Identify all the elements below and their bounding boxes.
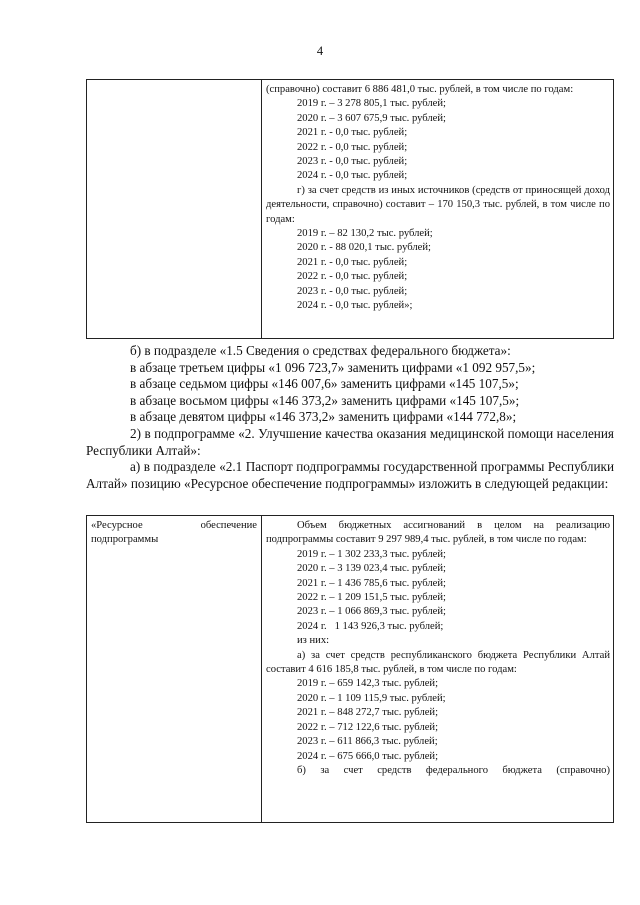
label-word: обеспечение bbox=[200, 520, 257, 531]
year-line: 2022 г. – 712 122,6 тыс. рублей; bbox=[297, 721, 439, 733]
other-sources-text: г) за счет средств из иных источников (средств от приносящей доход деятельности, справочно) составит – 170 150,3 тыс. рублей, в том числе по годам: bbox=[266, 184, 610, 225]
year-line: 2022 г. - 0,0 тыс. рублей; bbox=[297, 271, 408, 283]
year-line: 2024 г. - 0,0 тыс. рублей; bbox=[297, 170, 408, 182]
year-line: 2022 г. - 0,0 тыс. рублей; bbox=[297, 141, 408, 153]
label-word: подпрограммы bbox=[91, 534, 159, 546]
year-line: 2021 г. – 848 272,7 тыс. рублей; bbox=[297, 707, 439, 719]
table-left-cell bbox=[87, 80, 262, 338]
amendment-text bbox=[86, 343, 614, 492]
table-left-cell bbox=[87, 516, 262, 822]
year-line: 2024 г. – 675 666,0 тыс. рублей; bbox=[297, 750, 439, 762]
year-line: 2020 г. – 1 109 115,9 тыс. рублей; bbox=[297, 692, 446, 704]
paragraph: в абзаце седьмом цифры «146 007,6» заменить цифрами «145 107,5»; bbox=[130, 376, 519, 392]
year-line: 2022 г. – 1 209 151,5 тыс. рублей; bbox=[297, 592, 446, 604]
position-label bbox=[91, 519, 257, 548]
year-line: 2020 г. - 88 020,1 тыс. рублей; bbox=[297, 242, 431, 254]
year-line: 2019 г. – 82 130,2 тыс. рублей; bbox=[297, 228, 433, 240]
year-line: 2023 г. - 0,0 тыс. рублей; bbox=[297, 156, 408, 168]
year-line: 2019 г. – 659 142,3 тыс. рублей; bbox=[297, 678, 439, 690]
resource-table-continuation bbox=[86, 79, 614, 339]
year-line: 2024 г. - 0,0 тыс. рублей»; bbox=[297, 300, 413, 312]
year-line: 2023 г. – 611 866,3 тыс. рублей; bbox=[297, 736, 438, 748]
year-line: 2021 г. – 1 436 785,6 тыс. рублей; bbox=[297, 577, 446, 589]
paragraph: б) в подразделе «1.5 Сведения о средствах федерального бюджета»: bbox=[130, 343, 511, 358]
year-line: 2021 г. - 0,0 тыс. рублей; bbox=[297, 127, 408, 139]
table-right-cell bbox=[262, 516, 613, 822]
year-line: 2023 г. – 1 066 869,3 тыс. рублей; bbox=[297, 606, 446, 618]
year-line: 2023 г. - 0,0 тыс. рублей; bbox=[297, 285, 408, 297]
year-line: 2020 г. – 3 139 023,4 тыс. рублей; bbox=[297, 563, 446, 575]
paragraph: в абзаце девятом цифры «146 373,2» заменить цифрами «144 772,8»; bbox=[130, 409, 517, 425]
paragraph: 2) в подпрограмме «2. Улучшение качества оказания медицинской помощи населения Республики Алтай»: bbox=[86, 425, 614, 458]
table-right-cell bbox=[262, 80, 613, 338]
year-line: 2019 г. – 3 278 805,1 тыс. рублей; bbox=[297, 98, 446, 110]
paragraph: в абзаце третьем цифры «1 096 723,7» заменить цифрами «1 092 957,5»; bbox=[130, 359, 536, 375]
federal-budget-text: б) за счет средств федерального бюджета (справочно) bbox=[297, 764, 610, 776]
page-number: 4 bbox=[316, 44, 324, 58]
republic-budget-text: а) за счет средств республиканского бюджета Республики Алтай составит 4 616 185,8 тыс. рублей, в том числе по годам: bbox=[266, 649, 610, 676]
total-amount-text: Объем бюджетных ассигнований в целом на реализацию подпрограммы составит 9 297 989,4 тыс. рублей, в том числе по годам: bbox=[266, 520, 610, 546]
year-line: 2021 г. - 0,0 тыс. рублей; bbox=[297, 256, 408, 268]
year-line: 2024 г. 1 143 926,3 тыс. рублей; bbox=[297, 620, 444, 632]
federal-amount-text: (справочно) составит 6 886 481,0 тыс. рублей, в том числе по годам: bbox=[266, 84, 574, 95]
paragraph: в абзаце восьмом цифры «146 373,2» заменить цифрами «145 107,5»; bbox=[130, 392, 520, 408]
label-word: «Ресурсное bbox=[91, 520, 143, 531]
paragraph: а) в подразделе «2.1 Паспорт подпрограммы государственной программы Республики Алтай» позицию «Ресурсное обеспечение подпрограммы» изложить в следующей редакции: bbox=[86, 459, 614, 491]
year-line: 2019 г. – 1 302 233,3 тыс. рублей; bbox=[297, 548, 446, 560]
of-them-label: из них: bbox=[297, 635, 330, 647]
year-line: 2020 г. – 3 607 675,9 тыс. рублей; bbox=[297, 112, 446, 124]
resource-table-subprogram bbox=[86, 515, 614, 823]
